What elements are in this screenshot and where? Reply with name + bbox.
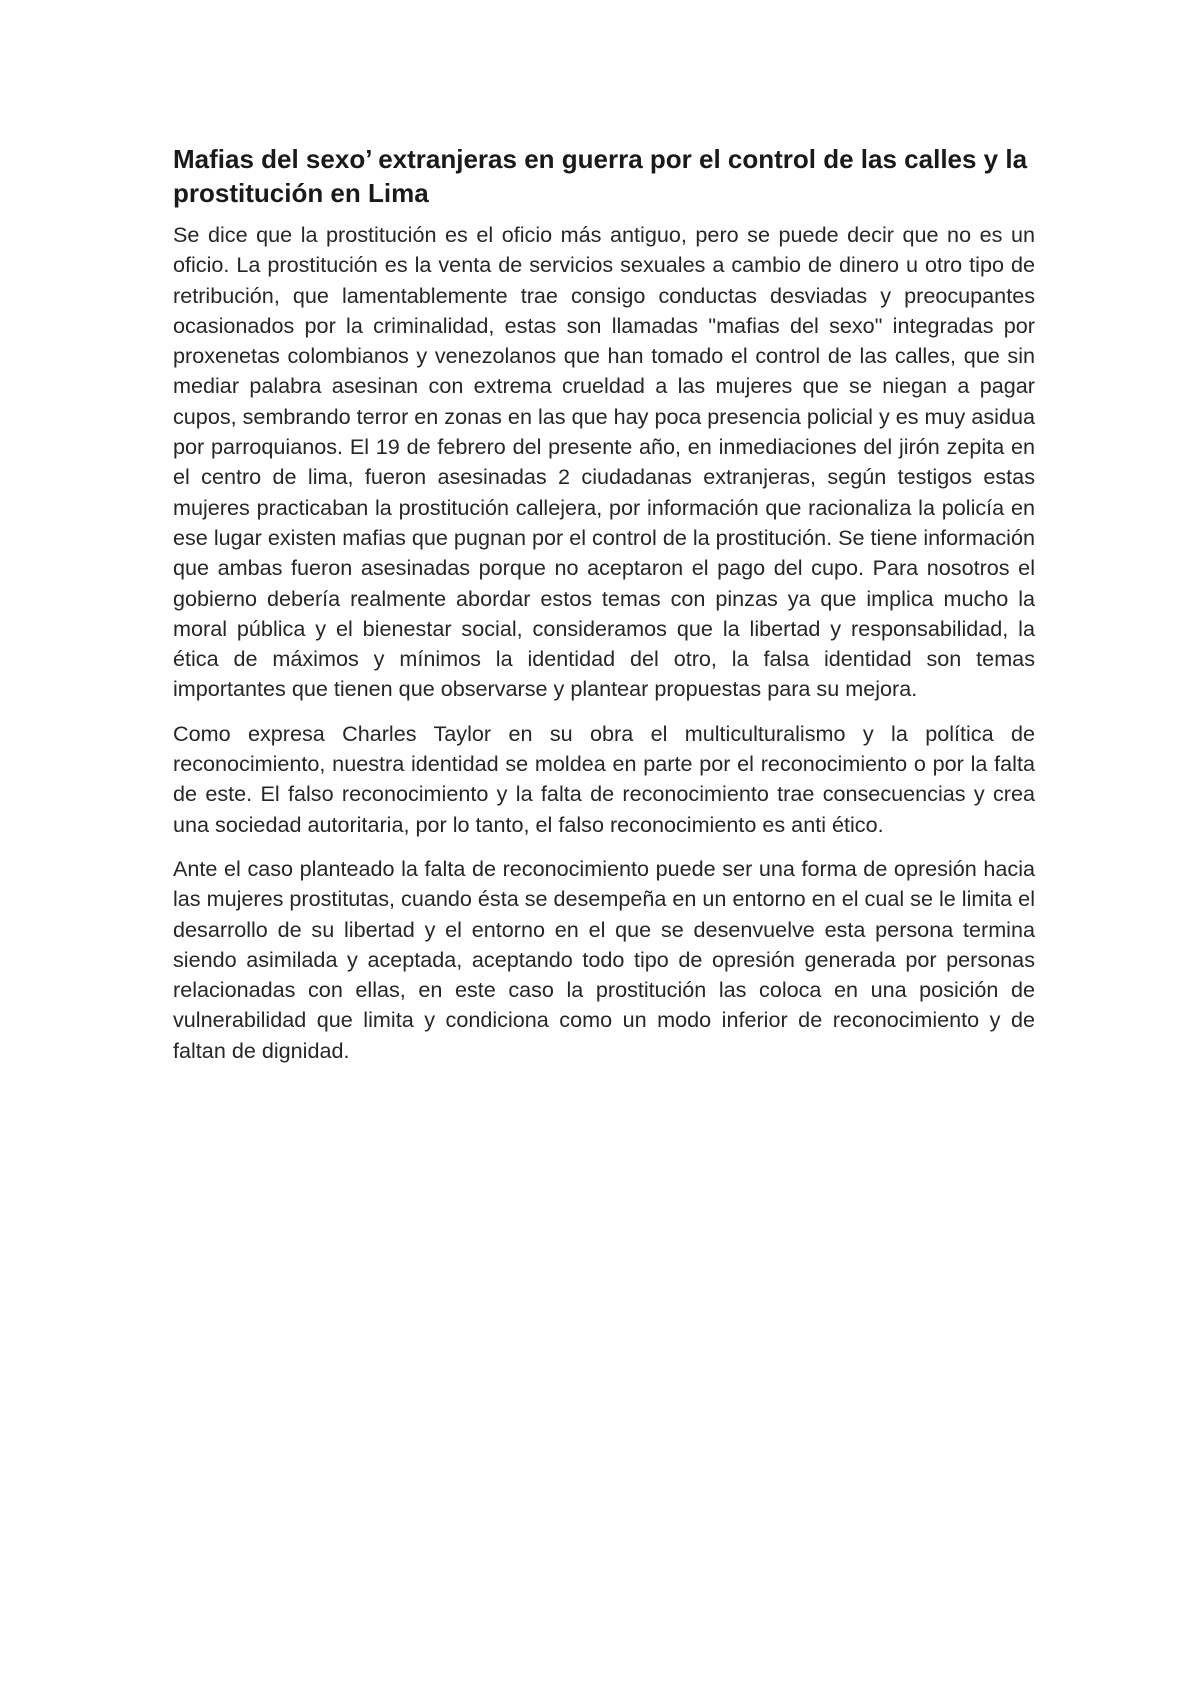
document-body xyxy=(173,142,1035,1080)
paragraph-3: Ante el caso planteado la falta de reconocimiento puede ser una forma de opresión hacia las mujeres prostitutas, cuando ésta se desempeña en un entorno en el cual se le limita el desarrollo de su libertad y el entorno en el que se desenvuelve esta persona termina siendo asimilada y aceptada, aceptando todo tipo de opresión generada por personas relacionadas con ellas, en este caso la prostitución las coloca en una posición de vulnerabilidad que limita y condiciona como un modo inferior de reconocimiento y de faltan de dignidad. xyxy=(173,855,1035,1063)
paragraph-1: Se dice que la prostitución es el oficio más antiguo, pero se puede decir que no es un oficio. La prostitución es la venta de servicios sexuales a cambio de dinero u otro tipo de retribución, que lamentablemente trae consigo conductas desviadas y preocupantes ocasionados por la criminalidad, estas son llamadas "mafias del sexo" integradas por proxenetas colombianos y venezolanos que han tomado el control de las calles, que sin mediar palabra asesinan con extrema crueldad a las mujeres que se niegan a pagar cupos, sembrando terror en zonas en las que hay poca presencia policial y es muy asidua por parroquianos. El 19 de febrero del presente año, en inmediaciones del jirón zepita en el centro de lima, fueron asesinadas 2 ciudadanas extranjeras, según testigos estas mujeres practicaban la prostitución callejera, por información que racionaliza la policía en ese lugar existen mafias que pugnan por el control de la prostitución. Se tiene información que ambas fueron asesinadas porque no aceptaron el pago del cupo. Para nosotros el gobierno debería realmente abordar estos temas con pinzas ya que implica mucho la moral pública y el bienestar social, consideramos que la libertad y responsabilidad, la ética de máximos y mínimos la identidad del otro, la falsa identidad son temas importantes que tienen que observarse y plantear propuestas para su mejora. xyxy=(173,222,1035,702)
document-title: Mafias del sexo’ extranjeras en guerra por el control de las calles y la prostitución en Lima xyxy=(173,144,1028,208)
paragraph-2: Como expresa Charles Taylor en su obra el multiculturalismo y la política de reconocimiento, nuestra identidad se moldea en parte por el reconocimiento o por la falta de este. El falso reconocimiento y la falta de reconocimiento trae consecuencias y crea una sociedad autoritaria, por lo tanto, el falso reconocimiento es anti ético. xyxy=(173,720,1035,837)
